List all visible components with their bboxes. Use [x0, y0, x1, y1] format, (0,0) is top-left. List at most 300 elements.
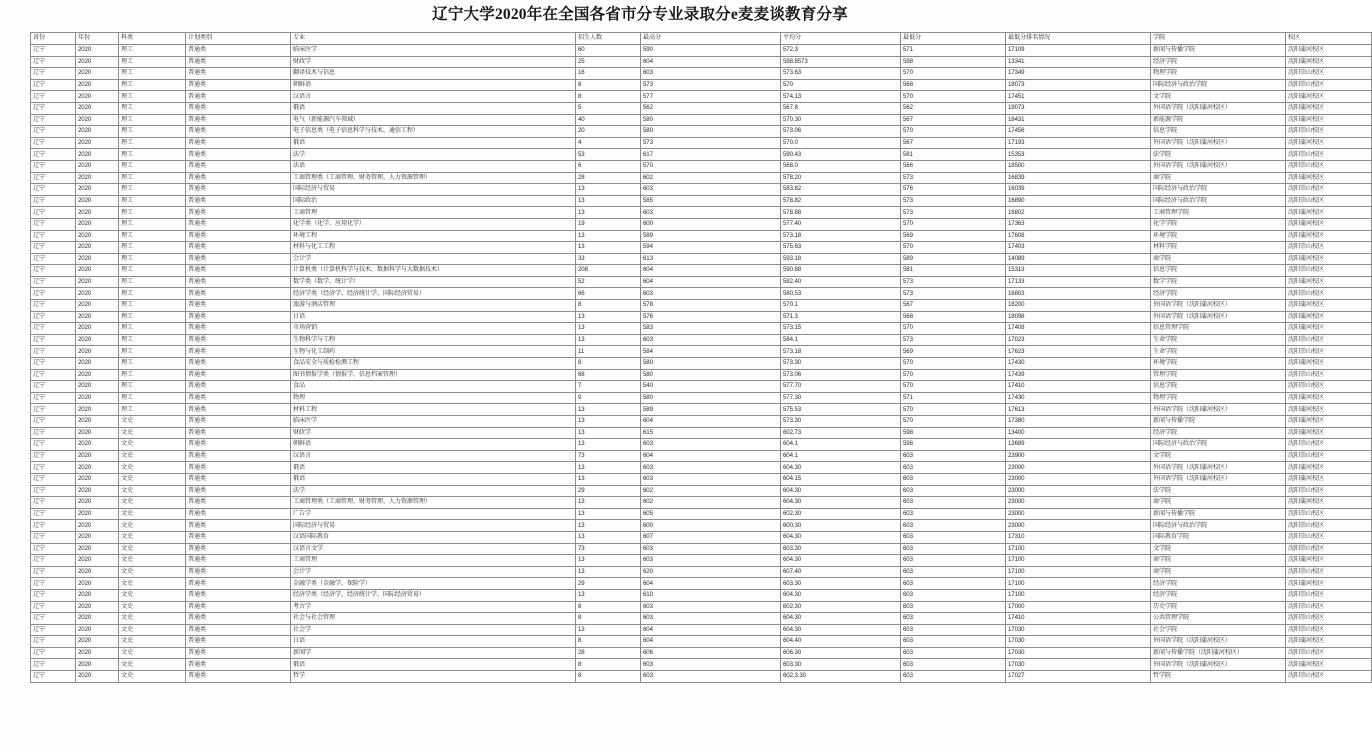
- page-title: 辽宁大学2020年在全国各省市分专业录取分e麦麦谈教育分享: [432, 6, 848, 23]
- cell-major: 日语: [291, 636, 576, 648]
- cell-major: 电气（新能源汽车领域）: [291, 114, 576, 126]
- table-row: [31, 184, 1372, 196]
- cell-college: 商学院: [1151, 253, 1286, 265]
- cell-category: 理工: [119, 102, 186, 114]
- cell-year: 2020: [76, 381, 119, 393]
- cell-max-score: 607: [641, 531, 781, 543]
- cell-avg-score: 573.06: [781, 369, 901, 381]
- cell-major: 生物科学与工程: [291, 334, 576, 346]
- cell-min-rank: 23000: [1006, 473, 1151, 485]
- cell-province: 辽宁: [31, 647, 76, 659]
- cell-category: 文史: [119, 601, 186, 613]
- cell-college: 信息管理学院: [1151, 323, 1286, 335]
- cell-max-score: 600: [641, 218, 781, 230]
- cell-major: 会计学: [291, 566, 576, 578]
- cell-max-score: 600: [641, 520, 781, 532]
- cell-college: 信息学院: [1151, 381, 1286, 393]
- cell-min-score: 603: [901, 613, 1006, 625]
- cell-college: 物理学院: [1151, 68, 1286, 80]
- cell-province: 辽宁: [31, 555, 76, 567]
- cell-min-score: 566: [901, 160, 1006, 172]
- table-row: [31, 114, 1372, 126]
- cell-min-score: 570: [901, 369, 1006, 381]
- table-row: [31, 126, 1372, 138]
- cell-enrollment: 8: [576, 671, 641, 683]
- cell-year: 2020: [76, 636, 119, 648]
- cell-min-rank: 23900: [1006, 450, 1151, 462]
- cell-enrollment: 9: [576, 392, 641, 404]
- cell-avg-score: 570.30: [781, 114, 901, 126]
- table-row: [31, 79, 1372, 91]
- cell-min-rank: 17410: [1006, 613, 1151, 625]
- cell-campus: 沈阳崇山校区: [1286, 520, 1372, 532]
- cell-min-rank: 17133: [1006, 276, 1151, 288]
- cell-avg-score: 568.0: [781, 160, 901, 172]
- table-header: [31, 33, 1372, 45]
- col-header-enrollment: 招生人数: [576, 33, 641, 45]
- cell-major: 会计学: [291, 253, 576, 265]
- cell-province: 辽宁: [31, 369, 76, 381]
- cell-province: 辽宁: [31, 671, 76, 683]
- cell-campus: 沈阳崇山校区: [1286, 485, 1372, 497]
- cell-province: 辽宁: [31, 230, 76, 242]
- cell-province: 辽宁: [31, 149, 76, 161]
- cell-max-score: 589: [641, 230, 781, 242]
- cell-min-rank: 16802: [1006, 207, 1151, 219]
- cell-major: 法学: [291, 149, 576, 161]
- cell-avg-score: 606.30: [781, 647, 901, 659]
- cell-year: 2020: [76, 439, 119, 451]
- cell-avg-score: 578.88: [781, 207, 901, 219]
- cell-enrollment: 29: [576, 578, 641, 590]
- cell-campus: 沈阳蒲河校区: [1286, 404, 1372, 416]
- cell-min-score: 603: [901, 601, 1006, 613]
- cell-max-score: 610: [641, 589, 781, 601]
- cell-college: 哲学院: [1151, 671, 1286, 683]
- cell-enrollment: 20: [576, 126, 641, 138]
- cell-enrollment: 6: [576, 160, 641, 172]
- cell-enrollment: 13: [576, 207, 641, 219]
- cell-category: 理工: [119, 79, 186, 91]
- cell-year: 2020: [76, 102, 119, 114]
- cell-year: 2020: [76, 184, 119, 196]
- cell-avg-score: 582.40: [781, 276, 901, 288]
- cell-plan-type: 普通类: [186, 462, 291, 474]
- cell-enrollment: 13: [576, 531, 641, 543]
- cell-major: 社会与社会管理: [291, 613, 576, 625]
- cell-min-rank: 17439: [1006, 369, 1151, 381]
- cell-province: 辽宁: [31, 300, 76, 312]
- cell-plan-type: 普通类: [186, 253, 291, 265]
- cell-max-score: 590: [641, 45, 781, 57]
- cell-plan-type: 普通类: [186, 91, 291, 103]
- cell-min-score: 573: [901, 195, 1006, 207]
- cell-plan-type: 普通类: [186, 160, 291, 172]
- cell-avg-score: 573.63: [781, 68, 901, 80]
- cell-campus: 沈阳崇山校区: [1286, 601, 1372, 613]
- cell-plan-type: 普通类: [186, 56, 291, 68]
- cell-campus: 沈阳崇山校区: [1286, 566, 1372, 578]
- cell-max-score: 584: [641, 346, 781, 358]
- cell-category: 文史: [119, 497, 186, 509]
- cell-year: 2020: [76, 311, 119, 323]
- cell-category: 理工: [119, 56, 186, 68]
- cell-min-rank: 17403: [1006, 242, 1151, 254]
- cell-province: 辽宁: [31, 462, 76, 474]
- cell-plan-type: 普通类: [186, 300, 291, 312]
- cell-province: 辽宁: [31, 508, 76, 520]
- cell-category: 理工: [119, 218, 186, 230]
- cell-province: 辽宁: [31, 613, 76, 625]
- table-row: [31, 300, 1372, 312]
- cell-min-score: 570: [901, 381, 1006, 393]
- cell-campus: 沈阳崇山校区: [1286, 68, 1372, 80]
- cell-campus: 沈阳崇山校区: [1286, 79, 1372, 91]
- cell-max-score: 603: [641, 334, 781, 346]
- cell-campus: 沈阳崇山校区: [1286, 369, 1372, 381]
- cell-min-score: 570: [901, 126, 1006, 138]
- cell-min-score: 570: [901, 68, 1006, 80]
- cell-max-score: 580: [641, 114, 781, 126]
- cell-plan-type: 普通类: [186, 473, 291, 485]
- table-row: [31, 578, 1372, 590]
- cell-major: 法语: [291, 160, 576, 172]
- cell-province: 辽宁: [31, 416, 76, 428]
- cell-max-score: 604: [641, 416, 781, 428]
- cell-max-score: 580: [641, 126, 781, 138]
- cell-year: 2020: [76, 300, 119, 312]
- cell-college: 文学院: [1151, 450, 1286, 462]
- cell-year: 2020: [76, 671, 119, 683]
- cell-min-rank: 18073: [1006, 79, 1151, 91]
- table-row: [31, 160, 1372, 172]
- cell-province: 辽宁: [31, 636, 76, 648]
- table-row: [31, 601, 1372, 613]
- cell-category: 文史: [119, 613, 186, 625]
- cell-avg-score: 593.18: [781, 253, 901, 265]
- table-row: [31, 253, 1372, 265]
- cell-min-rank: 23000: [1006, 485, 1151, 497]
- cell-category: 文史: [119, 566, 186, 578]
- cell-category: 文史: [119, 543, 186, 555]
- cell-campus: 沈阳崇山校区: [1286, 346, 1372, 358]
- cell-year: 2020: [76, 404, 119, 416]
- cell-category: 理工: [119, 114, 186, 126]
- cell-major: 食品: [291, 381, 576, 393]
- cell-plan-type: 普通类: [186, 671, 291, 683]
- cell-plan-type: 普通类: [186, 323, 291, 335]
- cell-plan-type: 普通类: [186, 242, 291, 254]
- cell-category: 文史: [119, 427, 186, 439]
- col-header-year: 年份: [76, 33, 119, 45]
- cell-major: 国际政治: [291, 195, 576, 207]
- cell-avg-score: 604.30: [781, 497, 901, 509]
- cell-min-score: 603: [901, 624, 1006, 636]
- cell-plan-type: 普通类: [186, 427, 291, 439]
- col-header-plan-type: 计划类别: [186, 33, 291, 45]
- cell-category: 理工: [119, 265, 186, 277]
- cell-enrollment: 73: [576, 543, 641, 555]
- cell-min-rank: 17380: [1006, 416, 1151, 428]
- cell-province: 辽宁: [31, 578, 76, 590]
- table-row: [31, 230, 1372, 242]
- cell-max-score: 604: [641, 636, 781, 648]
- cell-year: 2020: [76, 589, 119, 601]
- cell-enrollment: 8: [576, 613, 641, 625]
- cell-min-rank: 19073: [1006, 102, 1151, 114]
- cell-max-score: 602: [641, 172, 781, 184]
- cell-category: 文史: [119, 531, 186, 543]
- cell-province: 辽宁: [31, 404, 76, 416]
- cell-avg-score: 604.30: [781, 624, 901, 636]
- cell-college: 生命学院: [1151, 334, 1286, 346]
- cell-plan-type: 普通类: [186, 79, 291, 91]
- cell-min-rank: 17410: [1006, 381, 1151, 393]
- cell-major: 经济学类（经济学、经济统计学、国际经济贸易）: [291, 288, 576, 300]
- cell-min-score: 603: [901, 578, 1006, 590]
- cell-plan-type: 普通类: [186, 311, 291, 323]
- cell-min-rank: 17451: [1006, 91, 1151, 103]
- cell-province: 辽宁: [31, 311, 76, 323]
- cell-province: 辽宁: [31, 323, 76, 335]
- cell-campus: 沈阳蒲河校区: [1286, 358, 1372, 370]
- cell-year: 2020: [76, 358, 119, 370]
- cell-category: 理工: [119, 288, 186, 300]
- cell-min-score: 570: [901, 242, 1006, 254]
- table-row: [31, 276, 1372, 288]
- cell-min-score: 581: [901, 265, 1006, 277]
- table-row: [31, 473, 1372, 485]
- cell-campus: 沈阳崇山校区: [1286, 126, 1372, 138]
- cell-category: 文史: [119, 659, 186, 671]
- cell-category: 理工: [119, 160, 186, 172]
- cell-year: 2020: [76, 91, 119, 103]
- cell-year: 2020: [76, 242, 119, 254]
- table-row: [31, 346, 1372, 358]
- cell-year: 2020: [76, 601, 119, 613]
- table-row: [31, 392, 1372, 404]
- cell-year: 2020: [76, 218, 119, 230]
- cell-max-score: 613: [641, 253, 781, 265]
- cell-major: 法学: [291, 485, 576, 497]
- cell-college: 信息学院: [1151, 265, 1286, 277]
- cell-avg-score: 578.20: [781, 172, 901, 184]
- cell-avg-score: 600.30: [781, 520, 901, 532]
- cell-max-score: 580: [641, 358, 781, 370]
- cell-college: 外国语学院（沈阳蒲河校区）: [1151, 404, 1286, 416]
- table-body: [31, 45, 1372, 683]
- cell-avg-score: 604.30: [781, 613, 901, 625]
- cell-campus: 沈阳崇山校区: [1286, 647, 1372, 659]
- cell-min-rank: 13400: [1006, 427, 1151, 439]
- table-row: [31, 91, 1372, 103]
- cell-major: 汉语言文学: [291, 543, 576, 555]
- cell-enrollment: 40: [576, 114, 641, 126]
- cell-year: 2020: [76, 160, 119, 172]
- cell-year: 2020: [76, 659, 119, 671]
- cell-max-score: 603: [641, 288, 781, 300]
- cell-enrollment: 13: [576, 589, 641, 601]
- table-row: [31, 172, 1372, 184]
- table-row: [31, 311, 1372, 323]
- cell-plan-type: 普通类: [186, 578, 291, 590]
- cell-campus: 沈阳蒲河校区: [1286, 300, 1372, 312]
- cell-min-rank: 17623: [1006, 346, 1151, 358]
- cell-college: 环境学院: [1151, 358, 1286, 370]
- cell-major: 经济学类（经济学、经济统计学、国际经济贸易）: [291, 589, 576, 601]
- cell-major: 翻译技术与信息: [291, 68, 576, 80]
- cell-major: 数学类（数学、统计学）: [291, 276, 576, 288]
- cell-province: 辽宁: [31, 346, 76, 358]
- table-row: [31, 334, 1372, 346]
- cell-category: 文史: [119, 589, 186, 601]
- cell-max-score: 603: [641, 601, 781, 613]
- admission-score-table-wrapper: [30, 32, 1324, 683]
- cell-min-score: 603: [901, 636, 1006, 648]
- table-row: [31, 242, 1372, 254]
- cell-min-score: 603: [901, 520, 1006, 532]
- cell-college: 材料学院: [1151, 242, 1286, 254]
- cell-min-score: 570: [901, 404, 1006, 416]
- cell-province: 辽宁: [31, 45, 76, 57]
- admission-score-table: [30, 32, 1372, 683]
- table-row: [31, 195, 1372, 207]
- cell-major: 市场营销: [291, 323, 576, 335]
- cell-college: 社会学院: [1151, 624, 1286, 636]
- table-row: [31, 613, 1372, 625]
- cell-min-score: 603: [901, 450, 1006, 462]
- cell-category: 理工: [119, 346, 186, 358]
- cell-campus: 沈阳蒲河校区: [1286, 416, 1372, 428]
- table-row: [31, 427, 1372, 439]
- cell-year: 2020: [76, 230, 119, 242]
- cell-campus: 沈阳蒲河校区: [1286, 392, 1372, 404]
- cell-plan-type: 普通类: [186, 624, 291, 636]
- cell-major: 临床医学: [291, 416, 576, 428]
- cell-avg-score: 575.63: [781, 242, 901, 254]
- cell-college: 新闻与传播学院: [1151, 416, 1286, 428]
- col-header-college: 学院: [1151, 33, 1286, 45]
- cell-enrollment: 53: [576, 149, 641, 161]
- cell-plan-type: 普通类: [186, 218, 291, 230]
- cell-category: 理工: [119, 381, 186, 393]
- table-row: [31, 358, 1372, 370]
- cell-max-score: 603: [641, 207, 781, 219]
- cell-campus: 沈阳崇山校区: [1286, 624, 1372, 636]
- cell-campus: 沈阳蒲河校区: [1286, 323, 1372, 335]
- cell-max-score: 602: [641, 497, 781, 509]
- cell-province: 辽宁: [31, 288, 76, 300]
- cell-min-rank: 17408: [1006, 323, 1151, 335]
- cell-min-score: 603: [901, 462, 1006, 474]
- cell-campus: 沈阳蒲河校区: [1286, 659, 1372, 671]
- table-row: [31, 56, 1372, 68]
- table-row: [31, 404, 1372, 416]
- cell-min-rank: 17608: [1006, 230, 1151, 242]
- cell-enrollment: 208: [576, 265, 641, 277]
- cell-province: 辽宁: [31, 218, 76, 230]
- cell-campus: 沈阳蒲河校区: [1286, 578, 1372, 590]
- cell-enrollment: 8: [576, 659, 641, 671]
- cell-college: 经济学院: [1151, 589, 1286, 601]
- cell-plan-type: 普通类: [186, 45, 291, 57]
- cell-min-rank: 17613: [1006, 404, 1151, 416]
- cell-college: 法学院: [1151, 149, 1286, 161]
- cell-major: 俄语: [291, 659, 576, 671]
- col-header-avg-score: 平均分: [781, 33, 901, 45]
- cell-campus: 沈阳蒲河校区: [1286, 473, 1372, 485]
- table-row: [31, 68, 1372, 80]
- table-row: [31, 555, 1372, 567]
- cell-avg-score: 603.30: [781, 578, 901, 590]
- cell-college: 文学院: [1151, 91, 1286, 103]
- cell-category: 文史: [119, 485, 186, 497]
- cell-category: 理工: [119, 172, 186, 184]
- cell-major: 环境工程: [291, 230, 576, 242]
- cell-year: 2020: [76, 265, 119, 277]
- cell-college: 外国语学院（沈阳蒲河校区）: [1151, 659, 1286, 671]
- cell-category: 文史: [119, 636, 186, 648]
- cell-max-score: 605: [641, 508, 781, 520]
- cell-province: 辽宁: [31, 473, 76, 485]
- cell-year: 2020: [76, 114, 119, 126]
- cell-college: 物理学院: [1151, 392, 1286, 404]
- cell-campus: 沈阳蒲河校区: [1286, 207, 1372, 219]
- cell-major: 临床医学: [291, 45, 576, 57]
- cell-min-score: 571: [901, 392, 1006, 404]
- cell-year: 2020: [76, 531, 119, 543]
- table-row: [31, 45, 1372, 57]
- cell-college: 管理学院: [1151, 369, 1286, 381]
- cell-major: 汉语言: [291, 91, 576, 103]
- cell-year: 2020: [76, 392, 119, 404]
- cell-enrollment: 25: [576, 56, 641, 68]
- cell-major: 工商管理: [291, 207, 576, 219]
- cell-min-score: 598: [901, 56, 1006, 68]
- cell-major: 朝鲜语: [291, 439, 576, 451]
- cell-plan-type: 普通类: [186, 613, 291, 625]
- cell-plan-type: 普通类: [186, 439, 291, 451]
- cell-college: 经济学院: [1151, 56, 1286, 68]
- cell-plan-type: 普通类: [186, 508, 291, 520]
- cell-max-score: 615: [641, 427, 781, 439]
- table-row: [31, 636, 1372, 648]
- cell-min-rank: 17100: [1006, 555, 1151, 567]
- cell-min-score: 603: [901, 485, 1006, 497]
- table-row: [31, 497, 1372, 509]
- cell-plan-type: 普通类: [186, 555, 291, 567]
- cell-province: 辽宁: [31, 439, 76, 451]
- cell-enrollment: 13: [576, 416, 641, 428]
- cell-college: 外国语学院（沈阳蒲河校区）: [1151, 462, 1286, 474]
- cell-enrollment: 29: [576, 485, 641, 497]
- cell-avg-score: 575.53: [781, 404, 901, 416]
- cell-campus: 沈阳崇山校区: [1286, 671, 1372, 683]
- cell-category: 理工: [119, 242, 186, 254]
- cell-max-score: 576: [641, 311, 781, 323]
- cell-enrollment: 13: [576, 497, 641, 509]
- table-row: [31, 149, 1372, 161]
- table-row: [31, 323, 1372, 335]
- cell-province: 辽宁: [31, 485, 76, 497]
- cell-college: 国际经济与政治学院: [1151, 439, 1286, 451]
- cell-min-rank: 17030: [1006, 624, 1151, 636]
- cell-min-score: 603: [901, 473, 1006, 485]
- cell-college: 经济学院: [1151, 288, 1286, 300]
- cell-min-score: 568: [901, 311, 1006, 323]
- cell-min-rank: 17030: [1006, 636, 1151, 648]
- cell-campus: 沈阳蒲河校区: [1286, 636, 1372, 648]
